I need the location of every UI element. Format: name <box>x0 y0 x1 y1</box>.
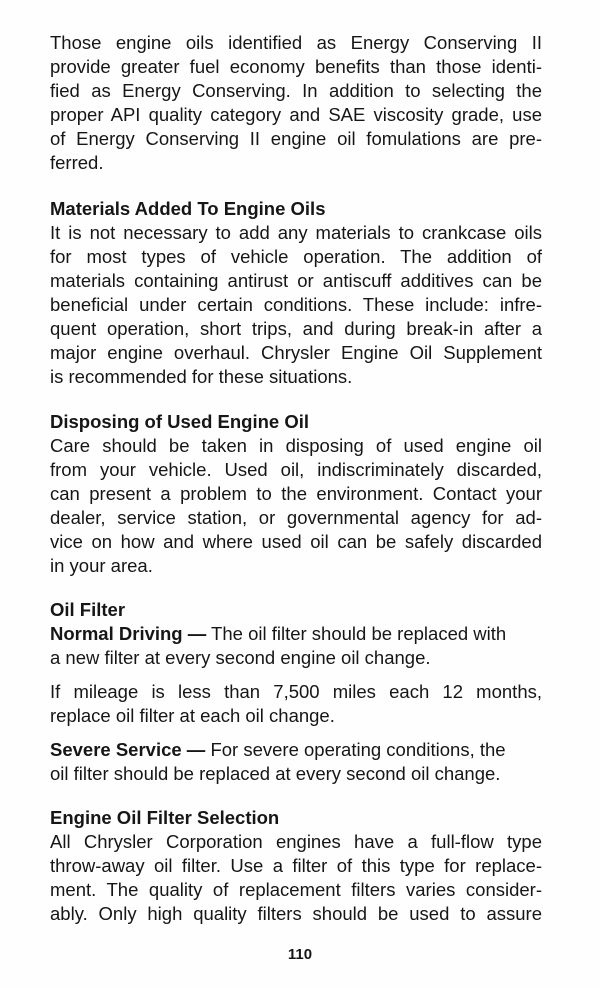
paragraph-line: beneficial under certain conditions. These include: infre- <box>50 294 542 315</box>
page-number: 110 <box>287 946 313 963</box>
paragraph-line: dealer, service station, or governmental agency for ad- <box>50 507 542 528</box>
paragraph-line: proper API quality category and SAE viscosity grade, use <box>50 104 542 125</box>
paragraph-line: from your vehicle. Used oil, indiscriminately discarded, <box>50 459 542 480</box>
paragraph-line: for most types of vehicle operation. The addition of <box>50 246 542 267</box>
section-heading: Oil Filter <box>50 599 126 620</box>
paragraph-line: ferred. <box>50 152 104 173</box>
paragraph-text: The oil filter should be replaced with <box>206 623 507 644</box>
severe-service-line <box>50 738 542 762</box>
paragraph-text: For severe operating conditions, the <box>205 739 506 760</box>
section-heading: Materials Added To Engine Oils <box>50 198 326 219</box>
paragraph-line: materials containing antirust or antiscuff additives can be <box>50 270 542 291</box>
paragraph-line: quent operation, short trips, and during break-in after a <box>50 318 542 339</box>
paragraph-line: vice on how and where used oil can be safely discarded <box>50 531 542 552</box>
paragraph-line: Those engine oils identified as Energy Conserving II <box>50 32 542 53</box>
paragraph-line: a new filter at every second engine oil change. <box>50 647 431 668</box>
paragraph-line: can present a problem to the environment. Contact your <box>50 483 542 504</box>
paragraph-line: It is not necessary to add any materials to crankcase oils <box>50 222 542 243</box>
paragraph-line: oil filter should be replaced at every second oil change. <box>50 763 501 784</box>
paragraph-line: Care should be taken in disposing of used engine oil <box>50 435 542 456</box>
normal-driving-label: Normal Driving — <box>50 623 207 644</box>
section-heading: Engine Oil Filter Selection <box>50 807 280 828</box>
paragraph-line: All Chrysler Corporation engines have a full-flow type <box>50 831 542 852</box>
normal-driving-line <box>50 622 542 646</box>
paragraph-line: replace oil filter at each oil change. <box>50 705 335 726</box>
paragraph-line: If mileage is less than 7,500 miles each 12 months, <box>50 681 542 702</box>
section-heading: Disposing of Used Engine Oil <box>50 411 310 432</box>
paragraph-line: is recommended for these situations. <box>50 366 353 387</box>
paragraph-line: throw-away oil filter. Use a filter of this type for replace- <box>50 855 542 876</box>
paragraph-line: provide greater fuel economy benefits than those identi- <box>50 56 542 77</box>
paragraph-line: ably. Only high quality filters should be used to assure <box>50 903 542 924</box>
paragraph-line: major engine overhaul. Chrysler Engine Oil Supplement <box>50 342 542 363</box>
paragraph-line: ment. The quality of replacement filters varies consider- <box>50 879 542 900</box>
severe-service-label: Severe Service — <box>50 739 206 760</box>
paragraph-line: fied as Energy Conserving. In addition to selecting the <box>50 80 542 101</box>
paragraph-line: of Energy Conserving II engine oil fomulations are pre- <box>50 128 542 149</box>
paragraph-line: in your area. <box>50 555 153 576</box>
